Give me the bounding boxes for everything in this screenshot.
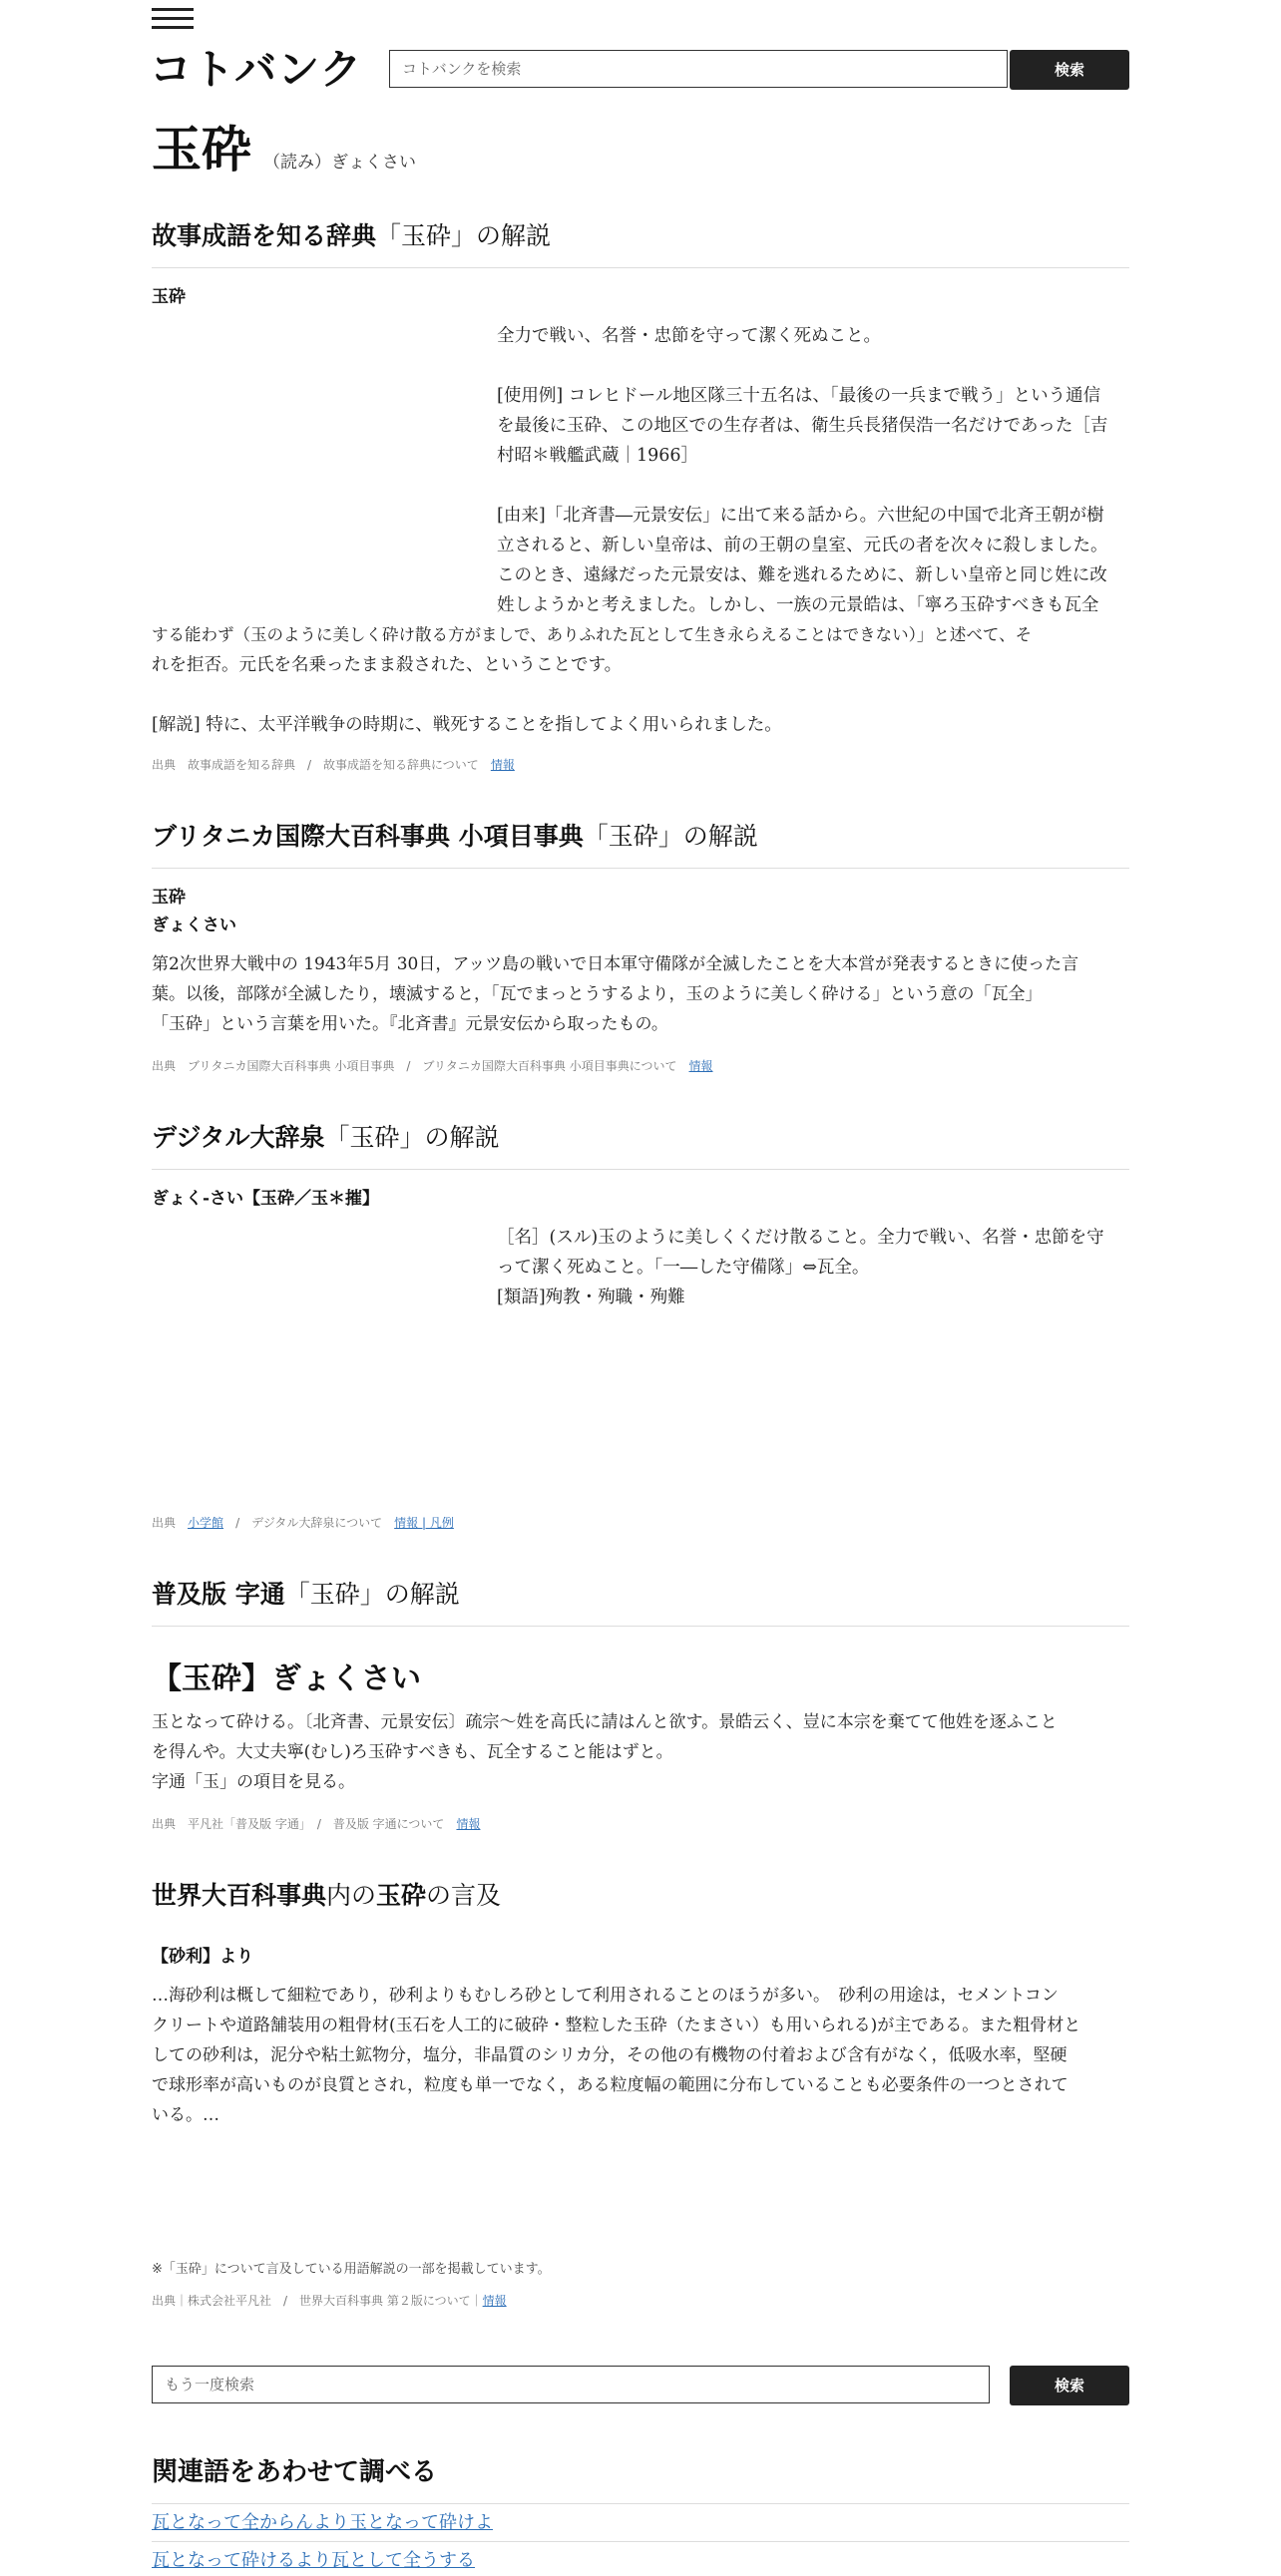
origin-line: する能わず（玉のように美しく砕け散る方がましで、ありふれた瓦として生き永らえることはできない）」と述べて、そ: [152, 625, 1033, 644]
entry-term: 玉砕: [152, 888, 186, 908]
usage-example-line: を最後に玉砕、この地区での生存者は、衛生兵長猪俣浩一名だけであった［吉: [497, 416, 1108, 436]
source-credit: [152, 756, 515, 773]
source-credit: [152, 1514, 454, 1531]
section-dictionary-name: デジタル大辞泉: [152, 1123, 325, 1152]
section-title-jitsu: [152, 1578, 1129, 1627]
origin-line: [由来]「北斉書―元景安伝」に出て来る話から。六世紀の中国で北斉王朝が樹: [497, 506, 1104, 526]
source-label: 出典: [152, 1516, 177, 1530]
related-terms-title: 関連語をあわせて調べる: [152, 2457, 438, 2487]
excerpt-line: しての砂利は，泥分や粘土鉱物分，塩分，非晶質のシリカ分，その他の有機物の付着および含有がなく，低吸水率，堅硬: [152, 2045, 1068, 2065]
source-credit: [152, 1815, 480, 1832]
definition-line: って潔く死ぬこと。「一―した守備隊」⇔瓦全。: [497, 1258, 870, 1278]
source-text: 出典 平凡社「普及版 字通」 / 普及版 字通について: [152, 1817, 445, 1831]
section-dictionary-name: 普及版 字通: [152, 1580, 285, 1609]
search-again-input[interactable]: もう一度検索: [152, 2366, 990, 2403]
info-link[interactable]: 情報: [490, 758, 515, 772]
section-title-rest: 「玉砕」の解説: [583, 822, 758, 851]
source-credit: [152, 2292, 507, 2309]
origin-line: 立されると、新しい皇帝は、前の王朝の皇室、元氏の者を次々に殺しました。: [497, 536, 1108, 555]
excerpt-line: で球形率が高いものが良質とされ，粒度も単一でなく，ある粒度幅の範囲に分布していることも必要条件の一つとされて: [152, 2075, 1068, 2095]
jitsu-heading: 【玉砕】ぎょくさい: [152, 1661, 421, 1696]
section-title-koji: [152, 219, 1129, 268]
source-credit: [152, 1057, 713, 1074]
search-again-button[interactable]: 検索: [1010, 2366, 1129, 2405]
excerpt-line: クリートや道路舗装用の粗骨材(玉石を人工的に破砕・整粒した玉砕（たまさい）も用いられる)が主である。また粗骨材と: [152, 2016, 1081, 2035]
origin-line: このとき、遠縁だった元景安は、難を逃れるために、新しい皇帝と同じ姓に改: [497, 565, 1107, 585]
section-dictionary-name: 世界大百科事典: [152, 1881, 327, 1910]
commentary-text: [解説] 特に、太平洋戦争の時期に、戦死することを指してよく用いられました。: [152, 715, 782, 735]
section-title-mid: 内の: [326, 1881, 377, 1910]
info-link[interactable]: 情報: [688, 1059, 713, 1073]
source-text: 出典｜株式会社平凡社 / 世界大百科事典 第２版について｜: [152, 2294, 483, 2308]
related-term-link[interactable]: [152, 2541, 1129, 2576]
see-also-line: 字通「玉」の項目を見る。: [152, 1772, 355, 1792]
source-text: 出典 故事成語を知る辞典 / 故事成語を知る辞典について: [152, 758, 479, 772]
mention-note: ※「玉砕」について言及している用語解説の一部を掲載しています。: [152, 2262, 551, 2277]
definition-line: を得んや。大丈夫寧(むし)ろ玉砕すべきも、瓦全すること能はずと。: [152, 1742, 673, 1762]
section-title-rest: 「玉砕」の解説: [284, 1580, 460, 1609]
related-term-link[interactable]: [152, 2503, 1129, 2538]
source-text: 出典 ブリタニカ国際大百科事典 小項目事典 / ブリタニカ国際大百科事典 小項目事典について: [152, 1059, 677, 1073]
title-reading: （読み）ぎょくさい: [263, 153, 416, 173]
definition-line: ［名］(スル)玉のように美しくくだけ散ること。全力で戦い、名誉・忠節を守: [497, 1228, 1104, 1248]
section-dictionary-name: 故事成語を知る辞典: [152, 221, 377, 250]
definition-line: 第2次世界大戦中の 1943年5月 30日，アッツ島の戦いで日本軍守備隊が全滅したことを大本営が発表するときに使った言: [152, 954, 1079, 974]
reference-entry[interactable]: 【砂利】より: [152, 1947, 253, 1967]
search-input[interactable]: コトバンクを検索: [389, 50, 1008, 88]
entry-reading: ぎょくさい: [152, 916, 236, 935]
source-text: / デジタル大辞泉について: [235, 1516, 383, 1530]
origin-line: れを拒否。元氏を名乗ったまま殺された、ということです。: [152, 655, 623, 675]
section-title-britannica: [152, 820, 1129, 869]
related-term-label[interactable]: 瓦となって全からんより玉となって砕けよ: [152, 2512, 493, 2533]
section-term: 玉砕: [376, 1881, 427, 1910]
synonyms-line: [類語]殉教・殉職・殉難: [497, 1288, 685, 1307]
section-dictionary-name: ブリタニカ国際大百科事典 小項目事典: [152, 822, 584, 851]
definition-line: 玉となって砕ける。〔北斉書、元景安伝〕疏宗～姓を高氏に請はんと欲す。景皓云く、豈に本宗を棄てて他姓を逐ふこと: [152, 1712, 1058, 1732]
info-link[interactable]: 情報: [482, 2294, 507, 2308]
definition-line: 「玉砕」という言葉を用いた。『北斉書』元景安伝から取ったもの。: [152, 1014, 668, 1034]
publisher-link[interactable]: 小学館: [188, 1516, 224, 1530]
section-title-sekai: [152, 1879, 1129, 1927]
site-logo[interactable]: コトバンク: [150, 45, 363, 94]
excerpt-line: いる。…: [152, 2105, 219, 2125]
definition-text: 全力で戦い、名誉・忠節を守って潔く死ぬこと。: [497, 326, 881, 346]
entry-term: ぎょく-さい【玉砕／玉＊摧】: [152, 1189, 380, 1209]
origin-line: 姓しようかと考えました。しかし、一族の元景皓は、「寧ろ玉砕すべきも瓦全: [497, 595, 1099, 615]
entry-term: 玉砕: [152, 287, 186, 307]
section-title-daijisen: [152, 1121, 1129, 1170]
info-link[interactable]: 情報 | 凡例: [394, 1516, 454, 1530]
excerpt-line: …海砂利は概して細粒であり，砂利よりもむしろ砂として利用されることのほうが多い。 砂利の用途は，セメントコン: [152, 1986, 1059, 2006]
page-title: 玉砕: [152, 121, 251, 179]
section-title-rest: 「玉砕」の解説: [376, 221, 552, 250]
usage-example-line: 村昭＊戦艦武蔵｜1966］: [497, 446, 699, 466]
menu-icon[interactable]: [152, 8, 194, 30]
section-title-rest: の言及: [426, 1881, 502, 1910]
section-title-rest: 「玉砕」の解説: [324, 1123, 500, 1152]
related-term-label[interactable]: 瓦となって砕けるより瓦として全うする: [152, 2550, 475, 2571]
info-link[interactable]: 情報: [456, 1817, 481, 1831]
definition-line: 葉。以後，部隊が全滅したり，壊滅すると，「瓦でまっとうするより，玉のように美しく砕ける」という意の「瓦全」: [152, 984, 1043, 1004]
usage-example-line: [使用例] コレヒドール地区隊三十五名は、「最後の一兵まで戦う」という通信: [497, 386, 1101, 406]
search-button[interactable]: 検索: [1010, 50, 1129, 90]
